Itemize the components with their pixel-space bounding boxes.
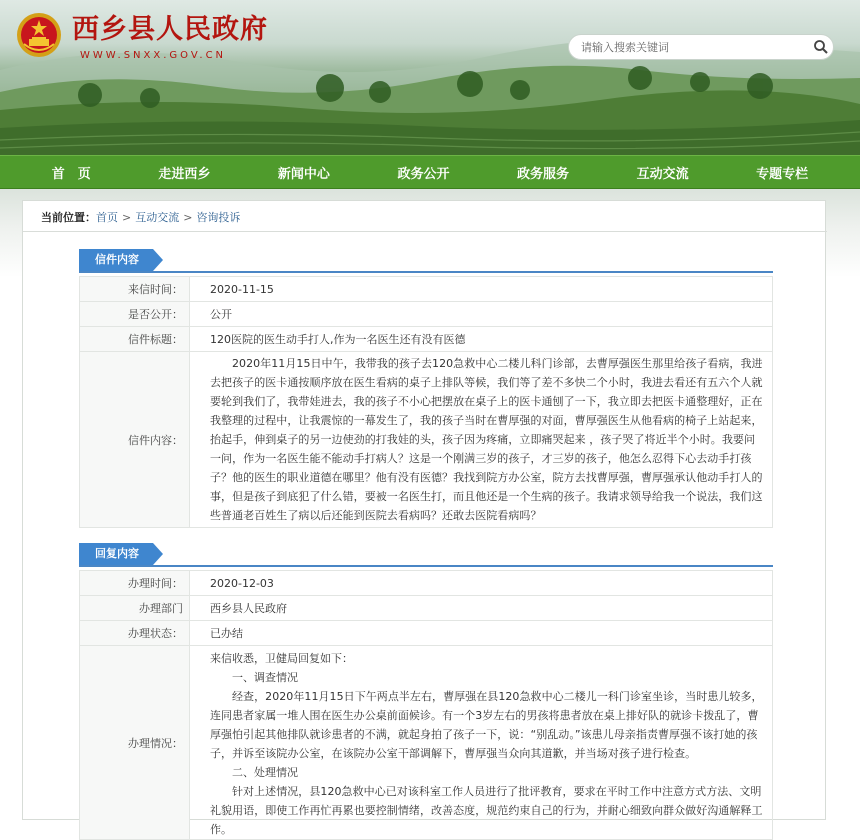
nav-interaction[interactable]: 互动交流 (636, 166, 689, 182)
letter-content-label: 信件内容： (80, 352, 190, 528)
reply-greeting: 来信收悉，卫健局回复如下： (210, 652, 353, 665)
nav-home[interactable]: 首 页 (51, 166, 91, 182)
nav-news-center[interactable]: 新闻中心 (277, 166, 330, 182)
national-emblem-icon (16, 12, 62, 58)
reply-table (79, 570, 773, 840)
nav-government-services[interactable]: 政务服务 (517, 166, 570, 182)
breadcrumb-home[interactable]: 首页 (96, 211, 118, 224)
site-name: 西乡县人民政府 (72, 14, 268, 45)
handling-detail-cell (190, 646, 773, 840)
search-box (568, 34, 834, 60)
site-logo[interactable] (16, 12, 268, 61)
table-row (80, 302, 773, 327)
table-row (80, 277, 773, 302)
letter-content-cell (190, 352, 773, 528)
main-nav (0, 155, 860, 189)
reply-section-tab: 回复内容 (79, 543, 153, 565)
site-banner (0, 0, 860, 155)
table-row (80, 596, 773, 621)
handling-status-value: 已办结 (190, 621, 773, 646)
table-row (80, 327, 773, 352)
nav-government-affairs[interactable]: 政务公开 (397, 166, 450, 182)
breadcrumb-consultation[interactable]: 咨询投诉 (196, 211, 241, 224)
search-input[interactable] (581, 36, 801, 58)
search-icon[interactable] (813, 39, 829, 55)
breadcrumb-separator: > (183, 210, 193, 224)
breadcrumb (41, 209, 240, 225)
reply-investigation-text: 经查，2020年11月15日下午两点半左右，曹厚强在县120急救中心二楼儿一科门诊室坐诊，当时患儿较多，连同患者家属一堆人围在医生办公桌前面候诊。有一个3岁左右的男孩将患者放在桌上排好队的就诊卡拨乱了，曹厚强怕引起其他排队就诊患者的不满，就起身拍了孩子一下，说：“别乱动。”该患儿母亲指责曹厚强不该打她的孩子，并诉至该院办公室，在该院办公室干部调解下，曹厚强当众向其道歉，并当场对孩子进行检查。 (210, 690, 763, 760)
content-panel (22, 200, 826, 836)
letter-section-tab: 信件内容 (79, 249, 153, 271)
handling-time-label: 办理时间： (80, 571, 190, 596)
handling-time-value: 2020-12-03 (190, 571, 773, 596)
site-url: WWW.SNXX.GOV.CN (80, 50, 227, 61)
letter-title-label: 信件标题： (80, 327, 190, 352)
handling-department-value: 西乡县人民政府 (190, 596, 773, 621)
table-row (80, 646, 773, 840)
reply-heading-handling: 二、处理情况 (232, 766, 298, 779)
letter-public-value: 公开 (190, 302, 773, 327)
handling-department-label: 办理部门 (80, 596, 190, 621)
letter-table (79, 276, 773, 528)
breadcrumb-interaction[interactable]: 互动交流 (135, 211, 180, 224)
table-row (80, 571, 773, 596)
reply-handling-text: 针对上述情况，县120急救中心已对该科室工作人员进行了批评教育，要求在平时工作中注意方式方法、文明礼貌用语，即使工作再忙再累也要控制情绪，改善态度，规范约束自己的行为，并耐心细致向群众做好沟通解释工作。 (210, 785, 763, 836)
handling-detail-label: 办理情况： (80, 646, 190, 840)
reply-heading-investigation: 一、调查情况 (232, 671, 298, 684)
handling-status-label: 办理状态： (80, 621, 190, 646)
letter-section-header (79, 249, 773, 273)
nav-about-xixiang[interactable]: 走进西乡 (158, 166, 211, 182)
letter-title-value: 120医院的医生动手打人,作为一名医生还有没有医德 (190, 327, 773, 352)
table-row (80, 352, 773, 528)
letter-public-label: 是否公开： (80, 302, 190, 327)
table-row (80, 621, 773, 646)
breadcrumb-divider (23, 231, 827, 232)
nav-special-topics[interactable]: 专题专栏 (756, 166, 809, 182)
letter-time-value: 2020-11-15 (190, 277, 773, 302)
letter-content-text: 2020年11月15日中午，我带我的孩子去120急救中心二楼儿科门诊部，去曹厚强医生那里给孩子看病，我进去把孩子的医卡通按顺序放在医生看病的桌子上排队等候，我们等了差不多快二个小时，我进去看还有五六个人就要轮到我们了，我带娃进去，我的孩子不小心把摆放在桌子上的医卡通刨了一下，我立即去把医卡通整理好，正在我整理的过程中，让我震惊的一幕发生了，我的孩子当时在曹厚强的对面，曹厚强医生从他看病的椅子上站起来，抬起手，伸到桌子的另一边使劲的打我娃的头，孩子因为疼痛，立即痛哭起来 ，孩子哭了将近半个小时。我要问一问，作为一名医生能不能动手打病人？这是一个刚满三岁的孩子，才三岁的孩子，他怎么忍得下心去动手打孩子？他的医生的职业道德在哪里？他有没有医德？我找到院方办公室，院方去找曹厚强，曹厚强承认他动手打人的事，但是孩子到底犯了什么错，要被一名医生打，而且他还是一个生病的孩子。我请求领导给我一个说法，我们这些普通老百姓生了病以后还能到医院去看病吗？还敢去医院看病吗？ (210, 357, 763, 522)
reply-section-header (79, 543, 773, 567)
breadcrumb-label: 当前位置： (41, 211, 96, 224)
breadcrumb-separator: > (122, 210, 132, 224)
letter-time-label: 来信时间： (80, 277, 190, 302)
